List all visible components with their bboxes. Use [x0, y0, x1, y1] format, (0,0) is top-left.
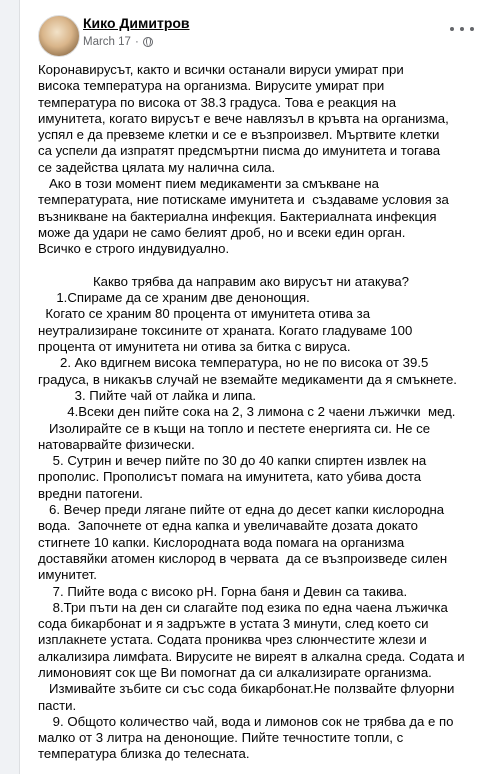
post-text-line: алкализира лимфата. Вирусите не виреят в алкална среда. Содата и — [38, 648, 465, 664]
post-text-line: Ако в този момент пием медикаменти за смъкване на — [38, 176, 380, 192]
post-text-line: успял е да превземе клетки и се е възпроизвел. Мъртвите клетки — [38, 127, 440, 143]
post-card — [19, 0, 490, 774]
post-text-line: лимоновият сок ще Ви помогнат да си алкализирате организма. — [38, 664, 432, 680]
dot-icon — [460, 27, 464, 31]
post-text-line: 3. Пийте чай от лайка и липа. — [38, 387, 257, 403]
post-text-line: 2. Ако вдигнем висока температура, но не по висока от 39.5 — [38, 355, 429, 371]
post-text — [38, 62, 478, 763]
post-meta — [83, 36, 153, 48]
globe-icon[interactable] — [143, 37, 153, 47]
post-text-line: температура по висока от 38.3 градуса. Това е реакция на — [38, 94, 397, 110]
author-name[interactable]: Кико Димитров — [83, 15, 190, 31]
post-text-line: натоварвайте физически. — [38, 436, 195, 452]
post-text-line: доставяйки атомен кислород в червата да се възпроизведе силен — [38, 550, 448, 566]
post-text-line: температурата, ние потискаме имунитета и създаваме условия за — [38, 192, 449, 208]
post-text-line: възникване на бактериална инфекция. Бактериалната инфекция — [38, 208, 437, 224]
post-text-line: пасти. — [38, 697, 77, 713]
post-text-line: температура близка до телесната. — [38, 746, 250, 762]
post-text-line: прополис. Прополисът помага на имунитета, като убива доста — [38, 469, 422, 485]
post-text-line: процента от имунитета ни отива за битка с вируса. — [38, 339, 351, 355]
post-text-line: висока температура на организма. Вирусите умират при — [38, 78, 385, 94]
post-text-line: Измивайте зъбите си със сода бикарбонат.Не ползвайте флуорни — [38, 681, 455, 697]
post-header — [20, 0, 490, 58]
post-text-line: Изолирайте се в къщи на топло и пестете енергията си. Не се — [38, 420, 431, 436]
post-text-line: изплакнете устата. Содата прониква чрез слюнчестите жлези и — [38, 632, 427, 648]
post-text-line: са успели да изпратят предсмъртни писма до имунитета и тогава — [38, 143, 441, 159]
post-text-line: 9. Общото количество чай, вода и лимонов сок не трябва да е по — [38, 713, 454, 729]
post-text-line: 5. Сутрин и вечер пийте по 30 до 40 капки спиртен извлек на — [38, 453, 427, 469]
more-options-button[interactable] — [450, 22, 474, 36]
post-text-line: 8.Три пъти на ден си слагайте под езика по една чаена лъжичка — [38, 599, 448, 615]
post-text-line: 1.Спираме да се храним две денонощия. — [38, 290, 310, 306]
dot-icon — [470, 27, 474, 31]
post-text-line: неутрализиране токсините от храната. Когато гладуваме 100 — [38, 322, 413, 338]
post-text-line: 4.Всеки ден пийте сока на 2, 3 лимона с 2 чаени лъжички мед. — [38, 404, 456, 420]
post-text-line: Всичко е строго индувидуално. — [38, 241, 230, 257]
post-date[interactable]: March 17 — [83, 36, 131, 48]
post-text-line: 7. Пийте вода с високо рН. Горна баня и Девин са такива. — [38, 583, 408, 599]
post-text-line: 6. Вечер преди лягане пийте от една до десет капки кислородна — [38, 502, 445, 518]
post-text-line: сода бикарбонат и я задръжте в устата 3 минути, след което си — [38, 616, 429, 632]
post-text-line: Какво трябва да направим ако вирусът ни атакува? — [38, 273, 410, 289]
post-text-line: се задейства цялата му налична сила. — [38, 159, 276, 175]
post-text-line: вредни патогени. — [38, 485, 143, 501]
post-text-line: имунитет. — [38, 567, 97, 583]
post-text-line: може да удари не само белият дроб, но и всеки един орган. — [38, 224, 406, 240]
post-text-line: имунитета, когато вирусът е вече навлязъл в кръвта на организма, — [38, 110, 449, 126]
post-text-line — [38, 258, 478, 274]
post-text-line: стигнете 10 капки. Кислородната вода помага на организма — [38, 534, 405, 550]
post-text-line: малко от 3 литра на денонощие. Пийте течностите топли, с — [38, 730, 404, 746]
post-text-line: Коронавирусът, както и всички останали вируси умират при — [38, 62, 404, 77]
dot-icon — [450, 27, 454, 31]
post-text-line: вода. Започнете от една капка и увеличавайте дозата докато — [38, 518, 419, 534]
meta-separator: · — [134, 36, 139, 48]
post-text-line: Когато се храним 80 процента от имунитета отива за — [38, 306, 371, 322]
post-text-line: градуса, в никакъв случай не вземайте медикаменти да я смъкнете. — [38, 371, 457, 387]
avatar[interactable] — [38, 15, 80, 57]
